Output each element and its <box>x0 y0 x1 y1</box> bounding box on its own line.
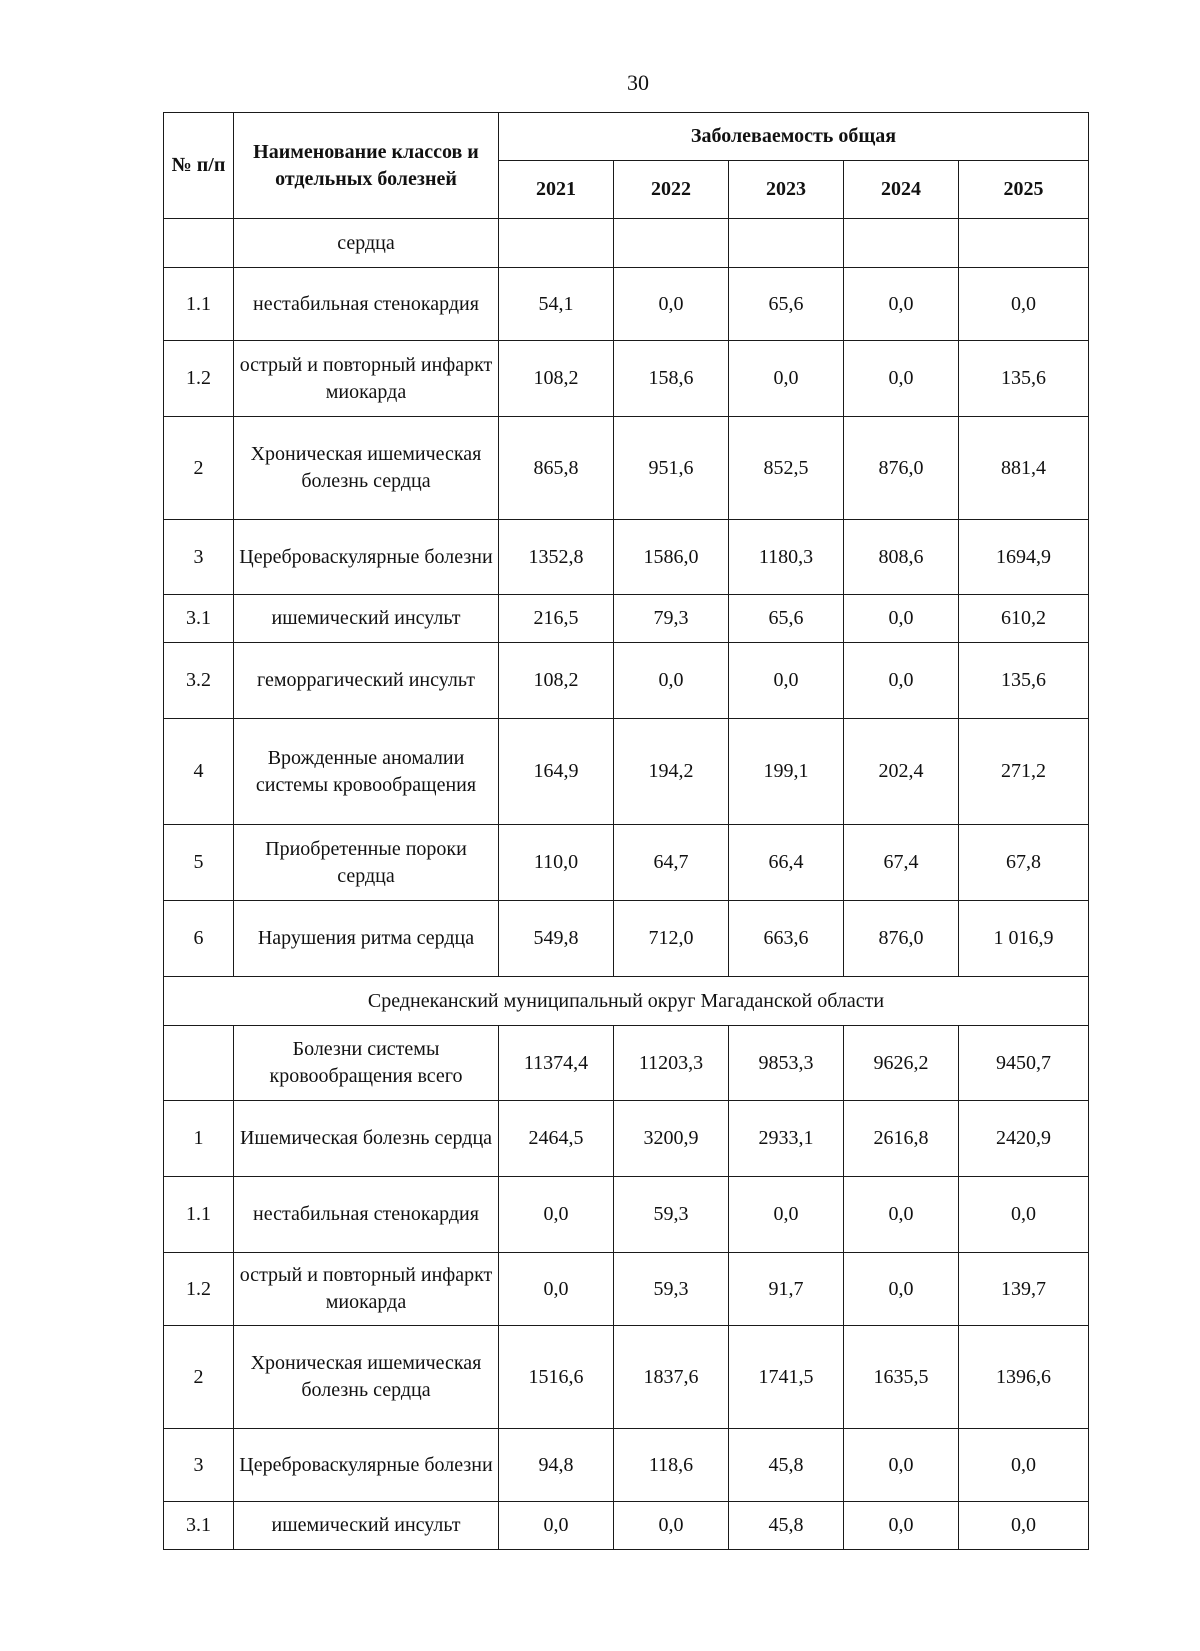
row-value: 108,2 <box>499 341 614 417</box>
row-value: 65,6 <box>729 595 844 643</box>
row-num: 1.2 <box>164 341 234 417</box>
section-row <box>164 977 1089 1026</box>
row-value: 1586,0 <box>614 520 729 595</box>
row-value: 1180,3 <box>729 520 844 595</box>
row-value: 2464,5 <box>499 1101 614 1177</box>
row-value: 158,6 <box>614 341 729 417</box>
table-row <box>164 595 1089 643</box>
row-num <box>164 219 234 268</box>
row-value: 0,0 <box>844 341 959 417</box>
table-row <box>164 643 1089 719</box>
row-name: острый и повторный инфаркт миокарда <box>234 341 499 417</box>
row-value: 0,0 <box>729 341 844 417</box>
row-value: 0,0 <box>614 268 729 341</box>
row-value: 0,0 <box>614 1502 729 1550</box>
table-row <box>164 520 1089 595</box>
row-value: 610,2 <box>959 595 1089 643</box>
table-row <box>164 219 1089 268</box>
row-value: 549,8 <box>499 901 614 977</box>
row-value: 199,1 <box>729 719 844 825</box>
row-value: 712,0 <box>614 901 729 977</box>
row-num: 3.2 <box>164 643 234 719</box>
row-value: 45,8 <box>729 1429 844 1502</box>
row-num: 3 <box>164 1429 234 1502</box>
row-value: 0,0 <box>844 1177 959 1253</box>
row-name: Врожденные аномалии системы кровообращения <box>234 719 499 825</box>
header-num: № п/п <box>164 113 234 219</box>
row-value: 1741,5 <box>729 1326 844 1429</box>
row-name: Ишемическая болезнь сердца <box>234 1101 499 1177</box>
row-num: 2 <box>164 1326 234 1429</box>
row-value: 2420,9 <box>959 1101 1089 1177</box>
row-value: 0,0 <box>844 1253 959 1326</box>
row-name: Цереброваскулярные болезни <box>234 520 499 595</box>
row-value <box>959 219 1089 268</box>
table-row <box>164 1429 1089 1502</box>
table-row <box>164 268 1089 341</box>
row-value: 852,5 <box>729 417 844 520</box>
row-value: 0,0 <box>844 1429 959 1502</box>
row-value: 110,0 <box>499 825 614 901</box>
row-value: 0,0 <box>959 1177 1089 1253</box>
row-value: 0,0 <box>844 268 959 341</box>
section-title: Среднеканский муниципальный округ Магаданской области <box>164 977 1089 1026</box>
row-name: ишемический инсульт <box>234 595 499 643</box>
row-value: 45,8 <box>729 1502 844 1550</box>
row-value: 91,7 <box>729 1253 844 1326</box>
row-value: 2616,8 <box>844 1101 959 1177</box>
row-name: Нарушения ритма сердца <box>234 901 499 977</box>
header-year: 2021 <box>499 161 614 219</box>
row-value: 0,0 <box>729 1177 844 1253</box>
row-value: 94,8 <box>499 1429 614 1502</box>
header-year: 2023 <box>729 161 844 219</box>
table-row <box>164 1253 1089 1326</box>
row-value: 865,8 <box>499 417 614 520</box>
row-value: 9626,2 <box>844 1026 959 1101</box>
row-name: сердца <box>234 219 499 268</box>
row-value: 65,6 <box>729 268 844 341</box>
row-num: 3.1 <box>164 595 234 643</box>
row-value: 0,0 <box>959 1502 1089 1550</box>
row-value: 1352,8 <box>499 520 614 595</box>
row-value <box>614 219 729 268</box>
row-value <box>844 219 959 268</box>
row-value: 64,7 <box>614 825 729 901</box>
row-value: 9450,7 <box>959 1026 1089 1101</box>
table-row <box>164 341 1089 417</box>
row-value: 808,6 <box>844 520 959 595</box>
row-num: 1.1 <box>164 268 234 341</box>
row-value: 0,0 <box>959 1429 1089 1502</box>
row-value: 0,0 <box>844 1502 959 1550</box>
row-value: 1516,6 <box>499 1326 614 1429</box>
row-value: 0,0 <box>499 1177 614 1253</box>
row-value: 67,8 <box>959 825 1089 901</box>
header-row-top <box>164 113 1089 161</box>
table-row <box>164 1026 1089 1101</box>
row-name: Цереброваскулярные болезни <box>234 1429 499 1502</box>
morbidity-table <box>163 112 1089 1550</box>
row-value: 0,0 <box>844 595 959 643</box>
row-value: 876,0 <box>844 417 959 520</box>
row-value: 202,4 <box>844 719 959 825</box>
row-value: 135,6 <box>959 643 1089 719</box>
row-name: острый и повторный инфаркт миокарда <box>234 1253 499 1326</box>
header-year: 2024 <box>844 161 959 219</box>
row-value: 135,6 <box>959 341 1089 417</box>
row-value: 3200,9 <box>614 1101 729 1177</box>
row-num: 5 <box>164 825 234 901</box>
row-value: 1 016,9 <box>959 901 1089 977</box>
row-name: Болезни системы кровообращения всего <box>234 1026 499 1101</box>
row-name: Приобретенные пороки сердца <box>234 825 499 901</box>
table-row <box>164 1502 1089 1550</box>
row-value: 79,3 <box>614 595 729 643</box>
row-value: 0,0 <box>729 643 844 719</box>
row-value: 194,2 <box>614 719 729 825</box>
table-row <box>164 901 1089 977</box>
row-name: геморрагический инсульт <box>234 643 499 719</box>
row-num: 3 <box>164 520 234 595</box>
row-value: 0,0 <box>844 643 959 719</box>
row-value: 0,0 <box>614 643 729 719</box>
header-name: Наименование классов и отдельных болезней <box>234 113 499 219</box>
row-num: 3.1 <box>164 1502 234 1550</box>
row-value: 0,0 <box>959 268 1089 341</box>
row-name: нестабильная стенокардия <box>234 268 499 341</box>
row-num: 1 <box>164 1101 234 1177</box>
row-value: 139,7 <box>959 1253 1089 1326</box>
table-row <box>164 1101 1089 1177</box>
header-year: 2022 <box>614 161 729 219</box>
row-value: 663,6 <box>729 901 844 977</box>
header-year: 2025 <box>959 161 1089 219</box>
row-value: 216,5 <box>499 595 614 643</box>
row-value: 59,3 <box>614 1177 729 1253</box>
row-name: нестабильная стенокардия <box>234 1177 499 1253</box>
row-value: 1396,6 <box>959 1326 1089 1429</box>
row-name: Хроническая ишемическая болезнь сердца <box>234 1326 499 1429</box>
row-num: 4 <box>164 719 234 825</box>
row-value: 0,0 <box>499 1253 614 1326</box>
row-value <box>499 219 614 268</box>
row-value: 876,0 <box>844 901 959 977</box>
row-value: 9853,3 <box>729 1026 844 1101</box>
row-name: ишемический инсульт <box>234 1502 499 1550</box>
row-value: 164,9 <box>499 719 614 825</box>
row-value: 66,4 <box>729 825 844 901</box>
row-value: 881,4 <box>959 417 1089 520</box>
page-number: 30 <box>627 70 649 95</box>
row-num: 1.2 <box>164 1253 234 1326</box>
table-row <box>164 1326 1089 1429</box>
row-value: 1694,9 <box>959 520 1089 595</box>
row-value: 951,6 <box>614 417 729 520</box>
row-value <box>729 219 844 268</box>
table-row <box>164 719 1089 825</box>
row-value: 2933,1 <box>729 1101 844 1177</box>
row-value: 1837,6 <box>614 1326 729 1429</box>
row-value: 11203,3 <box>614 1026 729 1101</box>
row-value: 271,2 <box>959 719 1089 825</box>
table-row <box>164 825 1089 901</box>
row-name: Хроническая ишемическая болезнь сердца <box>234 417 499 520</box>
row-value: 11374,4 <box>499 1026 614 1101</box>
row-num: 1.1 <box>164 1177 234 1253</box>
row-value: 59,3 <box>614 1253 729 1326</box>
row-value: 1635,5 <box>844 1326 959 1429</box>
row-value: 67,4 <box>844 825 959 901</box>
row-value: 0,0 <box>499 1502 614 1550</box>
row-value: 108,2 <box>499 643 614 719</box>
row-num: 2 <box>164 417 234 520</box>
row-num: 6 <box>164 901 234 977</box>
header-group: Заболеваемость общая <box>499 113 1089 161</box>
row-value: 54,1 <box>499 268 614 341</box>
row-value: 118,6 <box>614 1429 729 1502</box>
row-num <box>164 1026 234 1101</box>
table-row <box>164 1177 1089 1253</box>
table-row <box>164 417 1089 520</box>
